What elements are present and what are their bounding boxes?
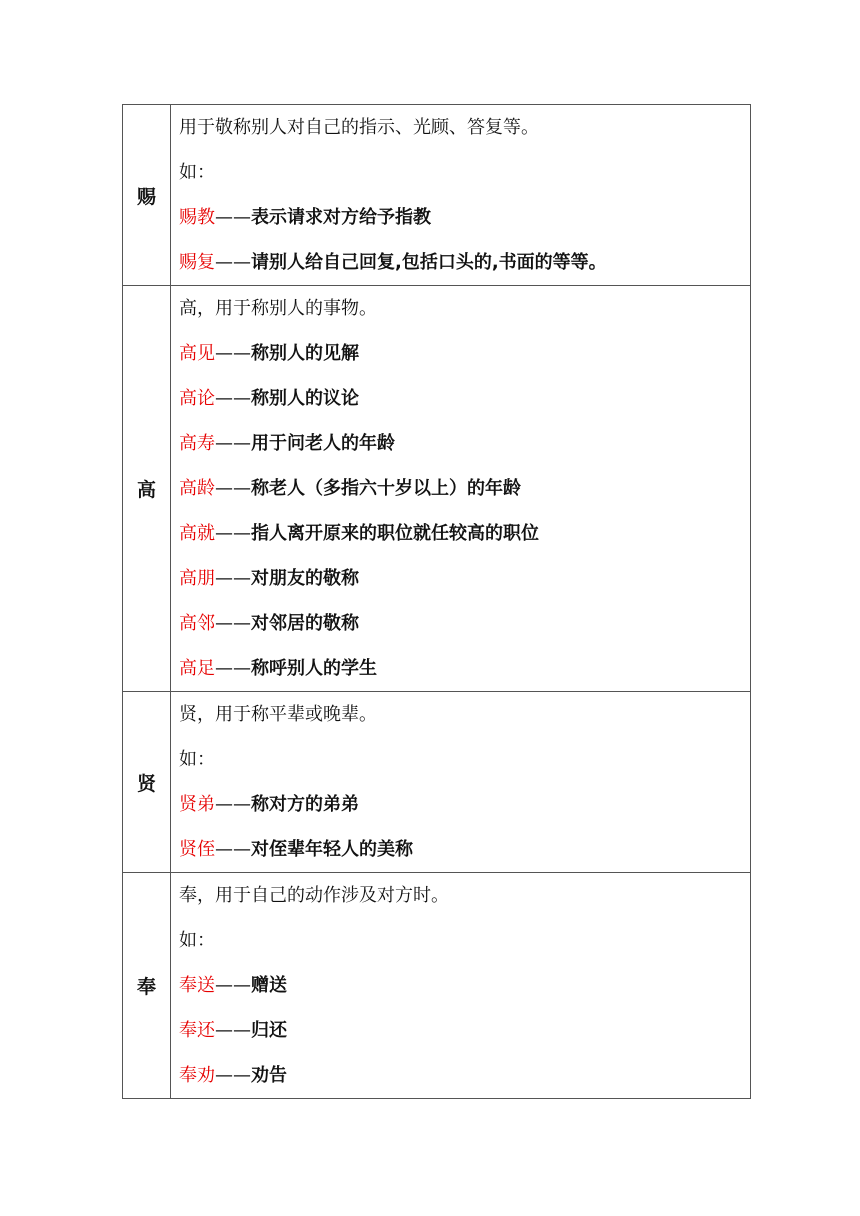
example-term: 奉劝 xyxy=(179,1065,215,1086)
content-cell xyxy=(171,873,751,1099)
example-line xyxy=(179,337,750,382)
content-cell xyxy=(171,286,751,692)
dash-separator: —— xyxy=(215,478,251,499)
table-row xyxy=(123,692,751,873)
table-row xyxy=(123,873,751,1099)
example-line xyxy=(179,1059,750,1098)
example-line xyxy=(179,652,750,691)
example-line xyxy=(179,969,750,1014)
example-line xyxy=(179,833,750,872)
example-line xyxy=(179,246,750,285)
example-term: 高足 xyxy=(179,658,215,679)
dash-separator: —— xyxy=(215,613,251,634)
dash-separator: —— xyxy=(215,433,251,454)
dash-separator: —— xyxy=(215,975,251,996)
dash-separator: —— xyxy=(215,794,251,815)
table-row xyxy=(123,286,751,692)
dash-separator: —— xyxy=(215,523,251,544)
example-term: 赐教 xyxy=(179,207,215,228)
example-line xyxy=(179,788,750,833)
dash-separator: —— xyxy=(215,343,251,364)
example-meaning: 对侄辈年轻人的美称 xyxy=(251,839,413,860)
intro-line: 高，用于称别人的事物。 xyxy=(179,298,377,319)
intro-line: 贤，用于称平辈或晚辈。 xyxy=(179,704,377,725)
dash-separator: —— xyxy=(215,839,251,860)
example-meaning: 请别人给自己回复,包括口头的,书面的等等。 xyxy=(251,252,607,273)
honorifics-table xyxy=(122,104,751,1099)
dash-separator: —— xyxy=(215,568,251,589)
example-line xyxy=(179,427,750,472)
example-meaning: 称别人的见解 xyxy=(251,343,359,364)
intro-line: 用于敬称别人对自己的指示、光顾、答复等。 xyxy=(179,117,539,138)
example-term: 高邻 xyxy=(179,613,215,634)
example-term: 奉还 xyxy=(179,1020,215,1041)
example-meaning: 称对方的弟弟 xyxy=(251,794,359,815)
example-term: 高见 xyxy=(179,343,215,364)
word-cell: 奉 xyxy=(123,873,171,1099)
example-term: 贤弟 xyxy=(179,794,215,815)
example-meaning: 归还 xyxy=(251,1020,287,1041)
example-meaning: 赠送 xyxy=(251,975,287,996)
dash-separator: —— xyxy=(215,207,251,228)
example-term: 高论 xyxy=(179,388,215,409)
word-cell: 高 xyxy=(123,286,171,692)
dash-separator: —— xyxy=(215,1020,251,1041)
intro-line: 如： xyxy=(179,162,215,183)
dash-separator: —— xyxy=(215,1065,251,1086)
content-cell xyxy=(171,105,751,286)
table-row xyxy=(123,105,751,286)
example-term: 贤侄 xyxy=(179,839,215,860)
example-meaning: 称老人（多指六十岁以上）的年龄 xyxy=(251,478,521,499)
intro-line: 奉，用于自己的动作涉及对方时。 xyxy=(179,885,449,906)
example-line xyxy=(179,562,750,607)
example-term: 高朋 xyxy=(179,568,215,589)
content-cell xyxy=(171,692,751,873)
example-term: 高龄 xyxy=(179,478,215,499)
example-meaning: 称呼别人的学生 xyxy=(251,658,377,679)
intro-line: 如： xyxy=(179,930,215,951)
example-line xyxy=(179,472,750,517)
example-meaning: 对朋友的敬称 xyxy=(251,568,359,589)
word-cell: 贤 xyxy=(123,692,171,873)
intro-line: 如： xyxy=(179,749,215,770)
example-term: 高就 xyxy=(179,523,215,544)
example-term: 高寿 xyxy=(179,433,215,454)
example-meaning: 指人离开原来的职位就任较高的职位 xyxy=(251,523,539,544)
example-line xyxy=(179,1014,750,1059)
word-cell: 赐 xyxy=(123,105,171,286)
dash-separator: —— xyxy=(215,658,251,679)
example-term: 奉送 xyxy=(179,975,215,996)
example-meaning: 对邻居的敬称 xyxy=(251,613,359,634)
example-line xyxy=(179,517,750,562)
example-line xyxy=(179,607,750,652)
dash-separator: —— xyxy=(215,388,251,409)
example-meaning: 表示请求对方给予指教 xyxy=(251,207,431,228)
example-meaning: 劝告 xyxy=(251,1065,287,1086)
example-meaning: 用于问老人的年龄 xyxy=(251,433,395,454)
example-line xyxy=(179,201,750,246)
dash-separator: —— xyxy=(215,252,251,273)
example-line xyxy=(179,382,750,427)
example-term: 赐复 xyxy=(179,252,215,273)
example-meaning: 称别人的议论 xyxy=(251,388,359,409)
